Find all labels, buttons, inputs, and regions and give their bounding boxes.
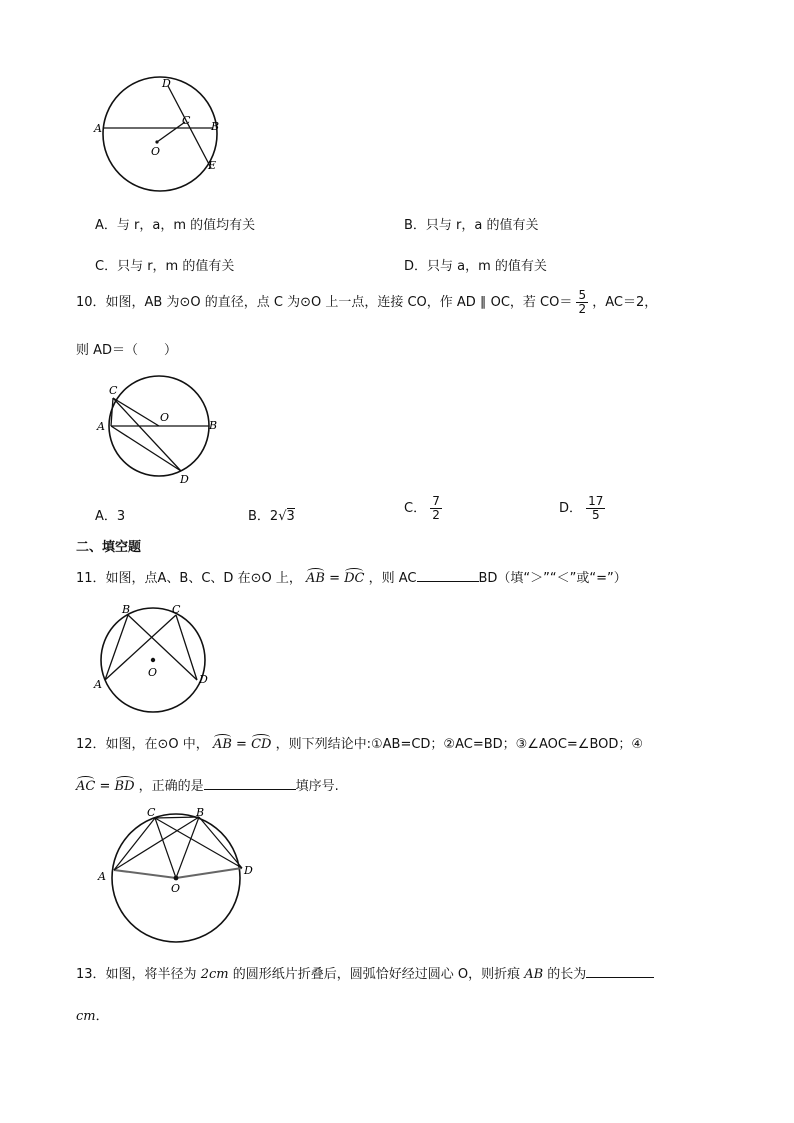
q12-stem (76, 733, 643, 752)
q9-label-d: D (162, 77, 171, 90)
q13-answer-blank[interactable] (586, 977, 654, 978)
q9-label-a: A (94, 122, 102, 135)
q9-label-e: E (208, 159, 217, 172)
q9-option-d: D．只与 a，m 的值有关 (404, 259, 547, 274)
q10-stem-post: ，AC＝2， (592, 295, 658, 310)
q9-option-c: C．只与 r，m 的值有关 (95, 259, 235, 274)
q11-post2: BD（填“＞”“＜”或“=”） (478, 571, 627, 586)
section-heading: 二、填空题 (76, 540, 142, 555)
q10-stem (76, 288, 657, 318)
q11-pre: 11．如图，点A、B、C、D 在⊙O 上， (76, 571, 302, 586)
q12-label-b: B (196, 806, 205, 819)
q10-stem-pre: 10．如图，AB 为⊙O 的直径，点 C 为⊙O 上一点，连接 CO，作 AD ∥ OC，若 CO＝ (76, 295, 573, 310)
q13-mid: 的圆形纸片折叠后，圆弧恰好经过圆心 O，则折痕 (228, 967, 525, 982)
q9-label-c: C (182, 114, 191, 127)
q13-stem (76, 963, 654, 982)
q11-label-d: D (199, 673, 208, 686)
q12-figure (92, 802, 262, 947)
q9-label-b: B (211, 120, 220, 133)
q11-label-c: C (172, 603, 181, 616)
q13-end: ． (95, 1009, 109, 1024)
q10-label-d: D (180, 473, 189, 486)
q10-co-den: 2 (578, 302, 587, 316)
q10-line2: 则 AD＝（ ） (76, 343, 178, 358)
q10-option-c (404, 495, 442, 522)
q10-option-d-num: 17 (588, 494, 604, 508)
q10-label-a: A (97, 420, 105, 433)
q10-label-b: B (209, 419, 218, 432)
q10-option-d-pre: D． (559, 501, 583, 516)
q10-option-b-rad: 3 (286, 509, 295, 524)
q10-option-d (559, 495, 605, 522)
q12-line2 (76, 775, 339, 794)
q12-label-c: C (147, 806, 156, 819)
q13-radius: 2cm (200, 967, 229, 982)
q12-arc-ac: AC (76, 779, 96, 794)
q10-option-d-den: 5 (591, 508, 600, 522)
q12-arc-cd: CD (251, 737, 272, 752)
q13-unit: cm (76, 1009, 96, 1024)
q10-option-c-fraction (430, 495, 442, 522)
q12-eq2: = (95, 779, 115, 794)
q12-arc-bd: BD (114, 779, 135, 794)
q12-eq: = (231, 737, 252, 752)
q10-option-d-fraction (586, 495, 605, 522)
q11-arc-dc: DC (344, 571, 365, 586)
q12-label-a: A (98, 870, 106, 883)
q10-option-c-num: 7 (432, 494, 440, 508)
q10-option-a: A．3 (95, 509, 126, 524)
q12-post2a: ，正确的是 (138, 779, 204, 794)
q12-label-d: D (244, 864, 253, 877)
q11-label-o: O (148, 666, 158, 679)
q10-co-num: 5 (578, 288, 587, 302)
q13-post: 的长为 (543, 967, 587, 982)
q12-pre: 12．如图，在⊙O 中， (76, 737, 209, 752)
q11-figure (90, 600, 220, 715)
q12-answer-blank[interactable] (204, 789, 296, 790)
q10-label-c: C (109, 384, 118, 397)
q10-option-b-pre: B．2 (248, 509, 279, 524)
q11-post1: ，则 AC (368, 571, 417, 586)
sqrt-icon: √ (278, 509, 287, 524)
q13-pre: 13．如图，将半径为 (76, 967, 201, 982)
q12-post: ，则下列结论中:①AB=CD；②AC=BD；③∠AOC=∠BOD；④ (275, 737, 644, 752)
q9-option-b: B．只与 r，a 的值有关 (404, 218, 539, 233)
q11-stem (76, 567, 627, 586)
q9-option-a: A．与 r，a，m 的值均有关 (95, 218, 256, 233)
q10-option-c-pre: C． (404, 501, 427, 516)
q12-post2b: 填序号. (295, 779, 339, 794)
q11-answer-blank[interactable] (417, 581, 479, 582)
q9-label-o: O (151, 145, 161, 158)
q10-figure (92, 372, 232, 487)
q10-label-o: O (160, 411, 170, 424)
q10-option-c-den: 2 (432, 508, 440, 522)
q11-label-a: A (94, 678, 102, 691)
q10-option-b (248, 505, 295, 524)
q13-ab: AB (524, 967, 544, 982)
q12-arc-ab: AB (212, 737, 232, 752)
q9-figure (85, 72, 235, 202)
q13-line2 (76, 1005, 109, 1024)
q11-label-b: B (122, 603, 131, 616)
q11-arc-ab: AB (305, 571, 325, 586)
q12-label-o: O (171, 882, 181, 895)
q11-eq: = (324, 571, 345, 586)
q10-co-fraction (576, 289, 588, 316)
